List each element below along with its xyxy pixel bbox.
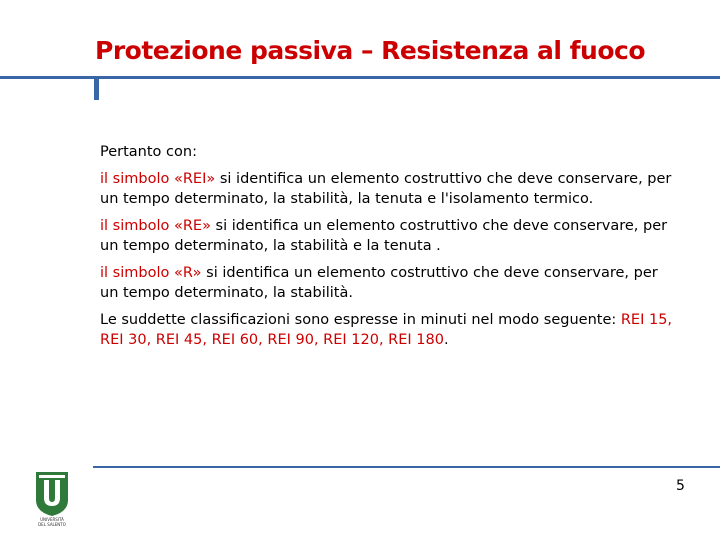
classification-text: Le suddette classificazioni sono espresse in minuti nel modo seguente: [100, 312, 621, 328]
slide-body [100, 142, 680, 357]
page-number: 5 [676, 478, 685, 494]
slide-title: Protezione passiva – Resistenza al fuoco [95, 36, 646, 65]
r-prefix: il simbolo [100, 265, 174, 281]
rei-symbol: «REI» [173, 171, 216, 187]
classification-item [100, 310, 680, 350]
classification-end: . [443, 332, 449, 348]
title-divider [0, 76, 720, 79]
re-item [100, 216, 680, 256]
logo-text-2: DEL SALENTO [38, 522, 66, 527]
re-symbol: «RE» [173, 218, 211, 234]
re-prefix: il simbolo [100, 218, 174, 234]
r-symbol: «R» [173, 265, 202, 281]
intro-text: Pertanto con: [100, 144, 197, 160]
title-divider-tick [94, 79, 99, 100]
rei-item [100, 169, 680, 209]
r-text: si identifica un elemento costruttivo che deve conservare, per un tempo determinato, la stabilità. [100, 265, 658, 301]
r-item [100, 263, 680, 303]
logo-text-1: UNIVERSITÀ [40, 517, 64, 522]
rei-prefix: il simbolo [100, 171, 174, 187]
footer-divider [93, 466, 720, 468]
re-text: si identifica un elemento costruttivo che deve conservare, per un tempo determinato, la stabilità e la tenuta . [100, 218, 668, 254]
rei-text: si identifica un elemento costruttivo che deve conservare, per un tempo determinato, la stabilità, la tenuta e l'isolamento termico. [100, 171, 672, 207]
classification-values: REI 15, REI 30, REI 45, REI 60, REI 90, REI 120, REI 180 [100, 312, 673, 348]
university-logo-icon [34, 470, 70, 528]
